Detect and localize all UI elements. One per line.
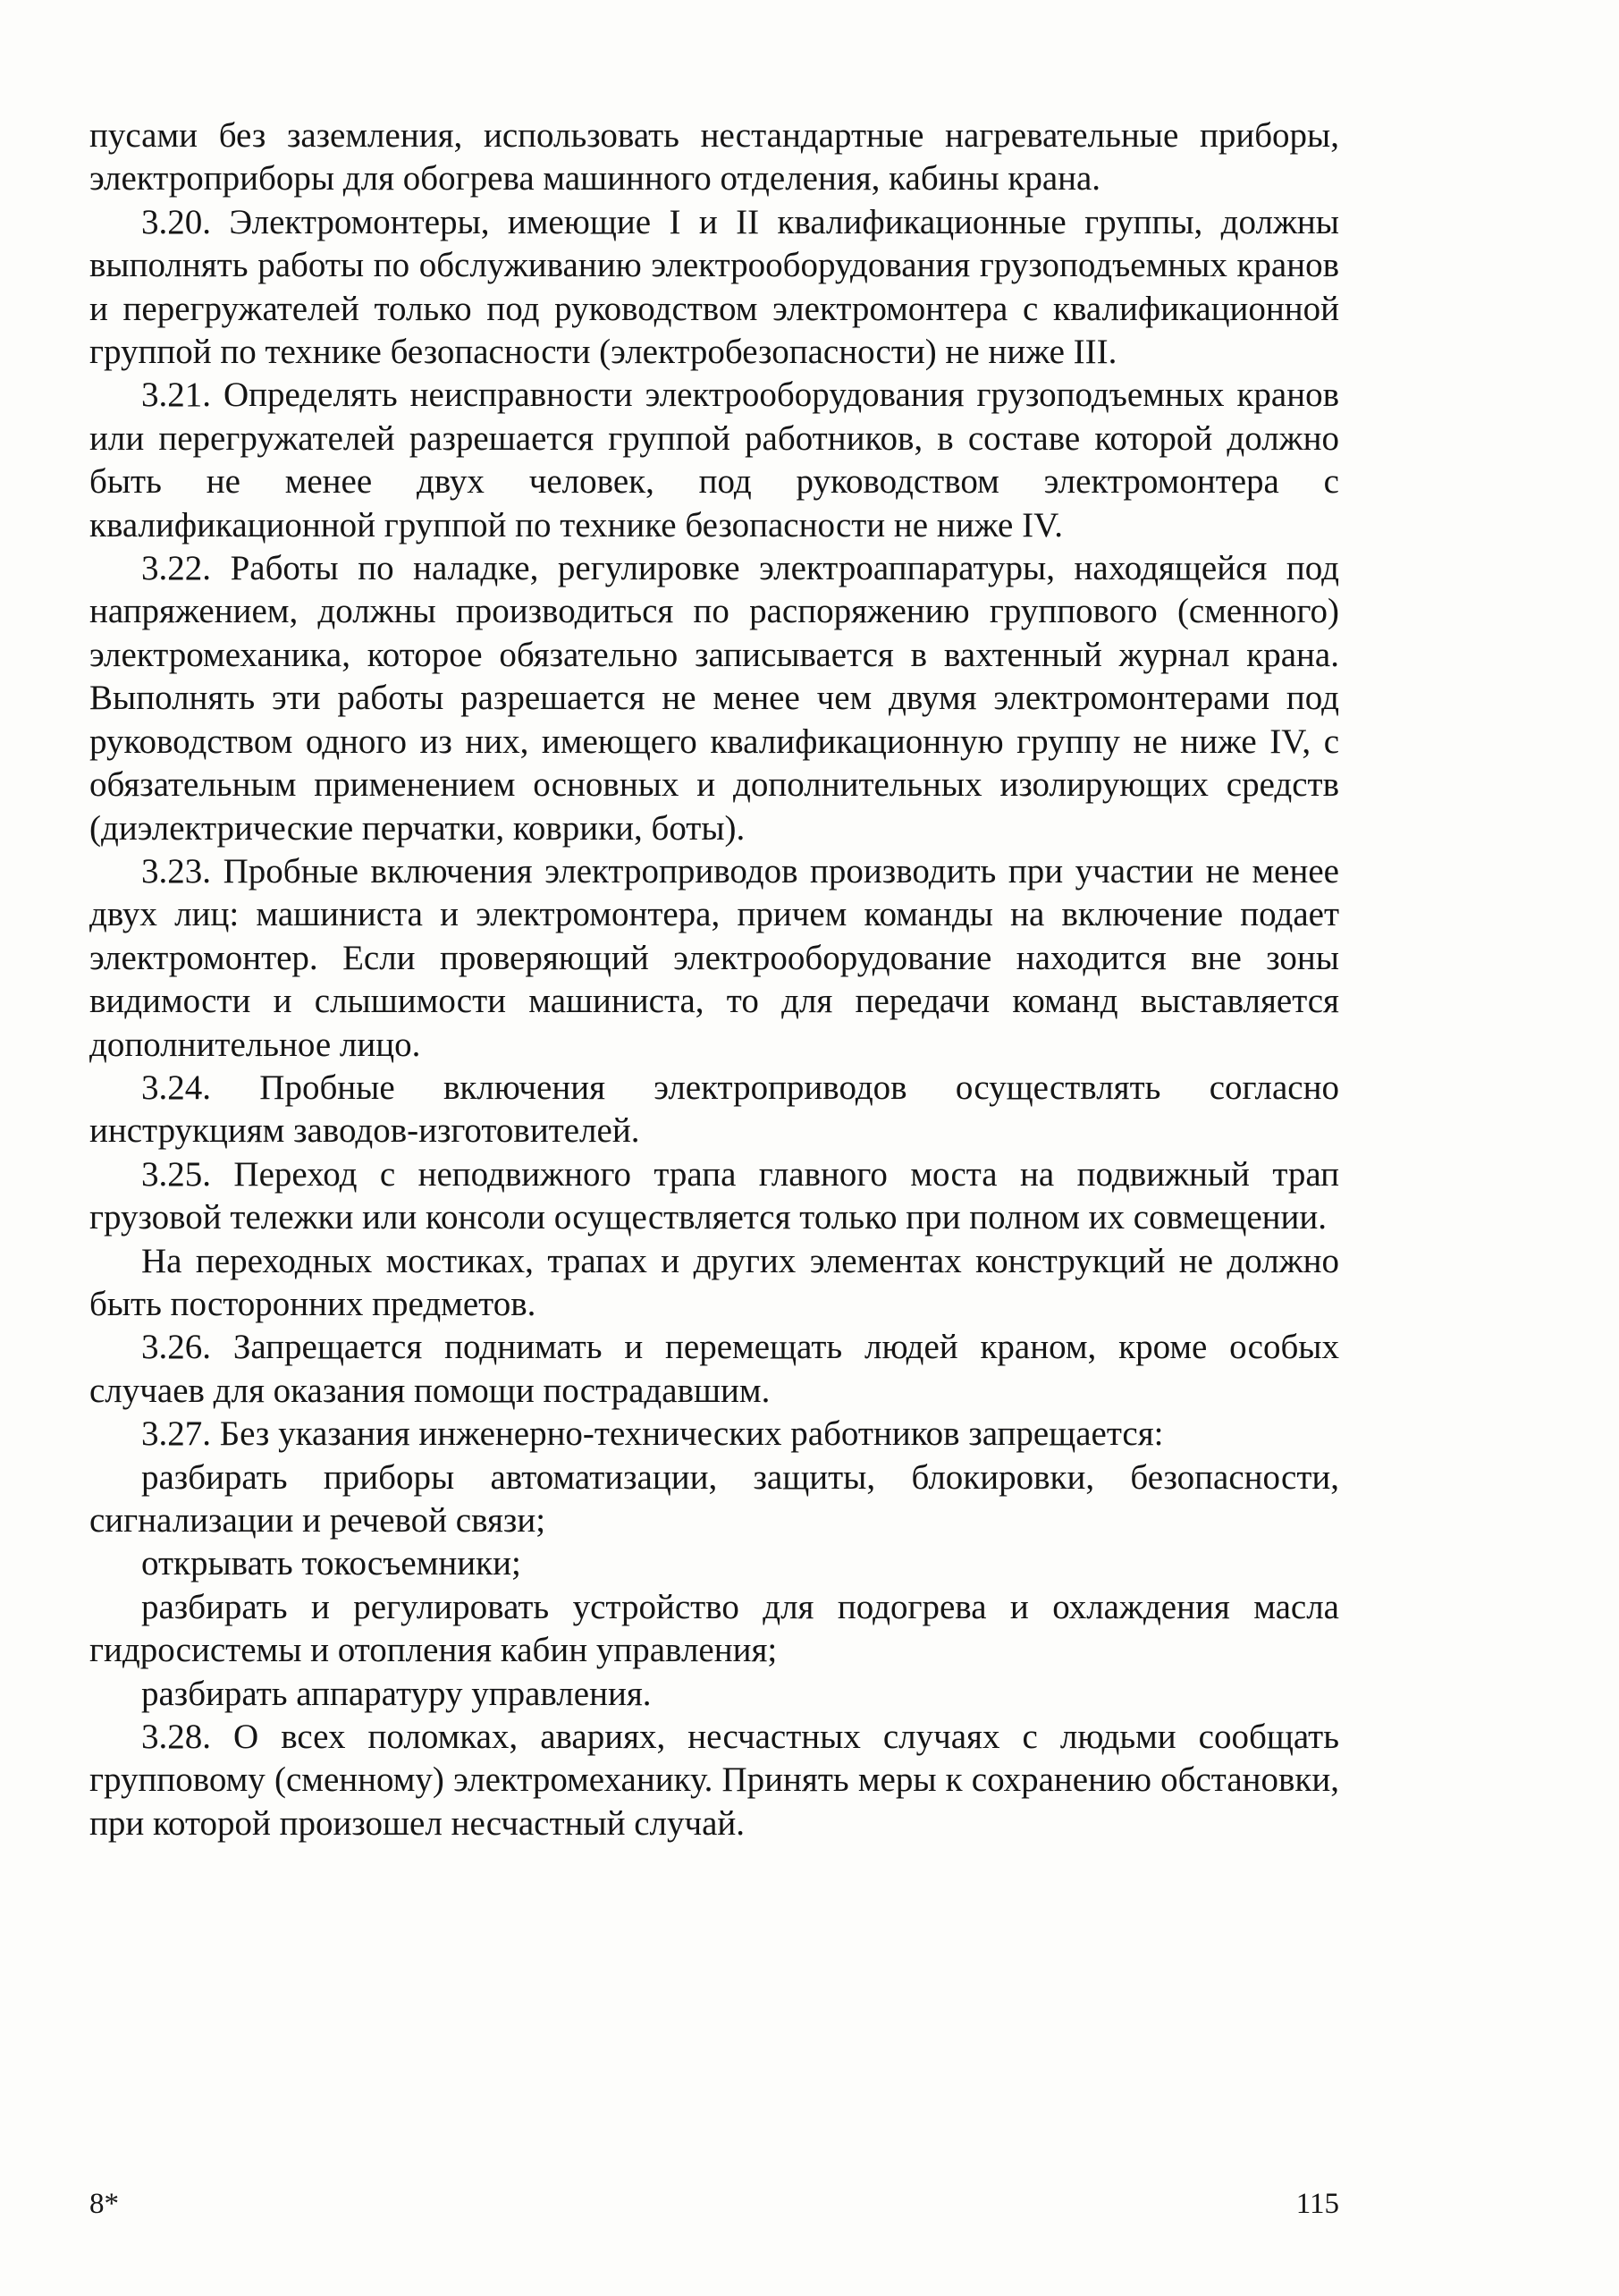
- paragraph-3-25-note: На переходных мостиках, трапах и других элементах конструкций не должно быть посторонних предметов.: [89, 1241, 1339, 1323]
- paragraph-3-27: 3.27. Без указания инженерно-технических работников запрещается:: [141, 1414, 1164, 1454]
- list-item: открывать токосъемники;: [141, 1544, 521, 1583]
- page-number: 115: [1295, 2188, 1339, 2220]
- list-item: разбирать и регулировать устройство для подогрева и охлаждения масла гидросистемы и отопления кабин управления;: [89, 1587, 1339, 1670]
- paragraph-3-22: 3.22. Работы по наладке, регулировке электроаппаратуры, находящейся под напряжением, должны производиться по распоряжению группового (сменного) электромеханика, которое обязательно записывается в вахтенный журнал крана. Выполнять эти работы разрешается не менее чем двумя электромонтерами под руководством одного из них, имеющего квалификационную группу не ниже IV, с обязательным применением основных и дополнительных изолирующих средств (диэлектрические перчатки, коврики, боты).: [89, 549, 1339, 848]
- list-item: разбирать аппаратуру управления.: [141, 1674, 652, 1713]
- signature-mark: 8*: [89, 2188, 119, 2220]
- paragraph-3-21: 3.21. Определять неисправности электрооборудования грузоподъемных кранов или перегружателей разрешается группой работников, в составе которой должно быть не менее двух человек, под руководством электромонтера с квалификационной группой по технике безопасности не ниже IV.: [89, 376, 1339, 544]
- paragraph-3-23: 3.23. Пробные включения электроприводов производить при участии не менее двух лиц: машиниста и электромонтера, причем команды на включение подает электромонтер. Если проверяющий электрооборудование находится вне зоны видимости и слышимости машиниста, то для передачи команд выставляется дополнительное лицо.: [89, 851, 1339, 1064]
- paragraph-3-20: 3.20. Электромонтеры, имеющие I и II квалификационные группы, должны выполнять работы по обслуживанию электрооборудования грузоподъемных кранов и перегружателей только под руководством электромонтера с квалификационной группой по технике безопасности (электробезопасности) не ниже III.: [89, 202, 1339, 372]
- list-item: разбирать приборы автоматизации, защиты, блокировки, безопасности, сигнализации и речевой связи;: [89, 1457, 1339, 1540]
- paragraph-3-24: 3.24. Пробные включения электроприводов осуществлять согласно инструкциям заводов-изготовителей.: [89, 1068, 1339, 1151]
- body-text: [89, 114, 1339, 1845]
- page-footer: [89, 2188, 1339, 2221]
- paragraph-continuation: пусами без заземления, использовать нестандартные нагревательные приборы, электроприборы для обогрева машинного отделения, кабины крана.: [89, 116, 1339, 198]
- paragraph-3-26: 3.26. Запрещается поднимать и перемещать людей краном, кроме особых случаев для оказания помощи пострадавшим.: [89, 1328, 1339, 1410]
- paragraph-3-25: 3.25. Переход с неподвижного трапа главного моста на подвижный трап грузовой тележки или консоли осуществляется только при полном их совмещении.: [89, 1154, 1339, 1237]
- paragraph-3-28: 3.28. О всех поломках, авариях, несчастных случаях с людьми сообщать групповому (сменному) электромеханику. Принять меры к сохранению обстановки, при которой произошел несчастный случай.: [89, 1718, 1339, 1843]
